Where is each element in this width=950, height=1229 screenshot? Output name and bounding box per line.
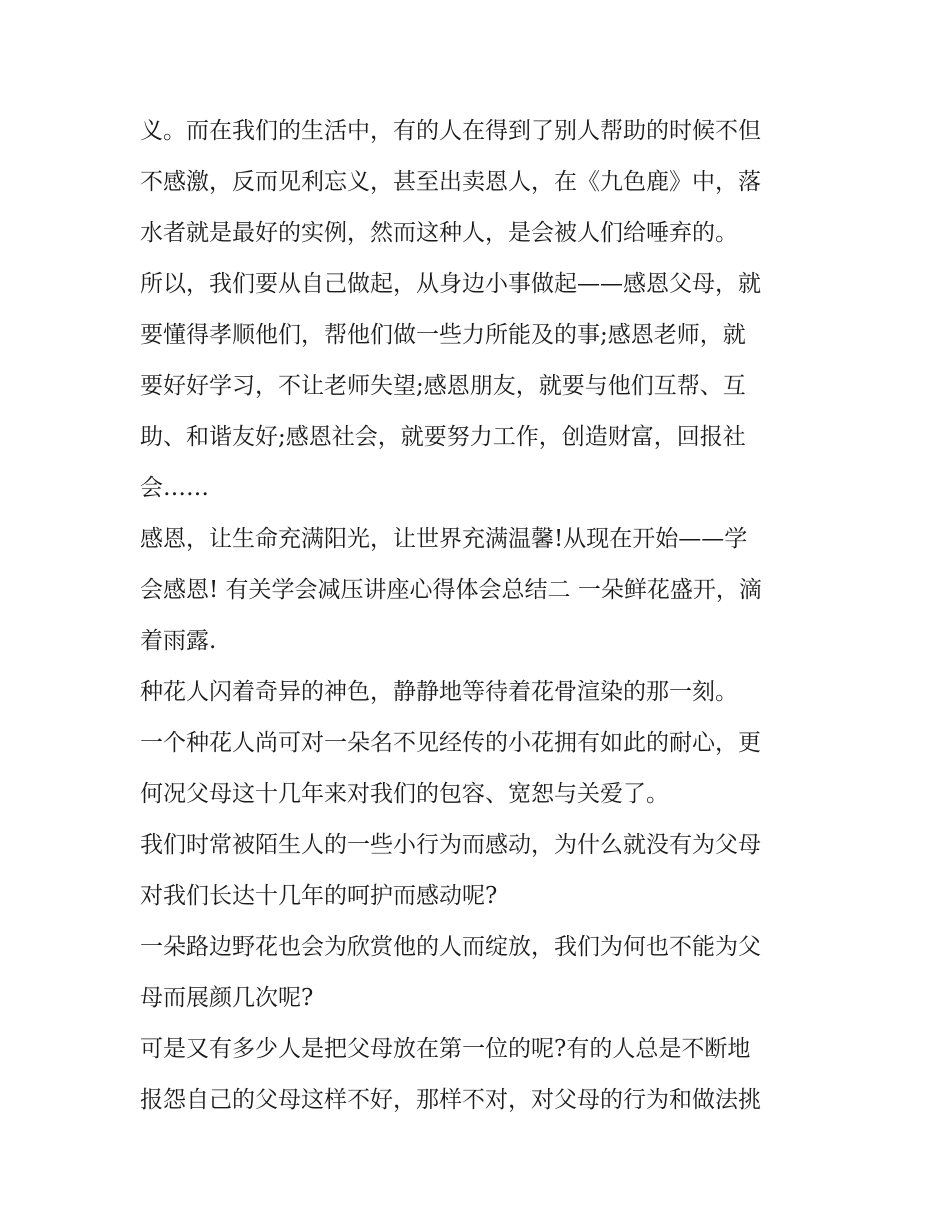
text-line: 感恩，让生命充满阳光，让世界充满温馨!从现在开始——学 xyxy=(140,526,748,552)
body-text xyxy=(140,106,820,1126)
text-line: 母而展颜几次呢? xyxy=(140,985,314,1011)
text-line: 一个种花人尚可对一朵名不见经传的小花拥有如此的耐心，更 xyxy=(140,730,761,756)
text-line: 何况父母这十几年来对我们的包容、宽恕与关爱了。 xyxy=(140,781,669,807)
text-line: 要好好学习，不让老师失望;感恩朋友，就要与他们互帮、互 xyxy=(140,373,746,399)
text-line: 要懂得孝顺他们，帮他们做一些力所能及的事;感恩老师，就 xyxy=(140,322,746,348)
text-line: 一朵路边野花也会为欣赏他的人而绽放，我们为何也不能为父 xyxy=(140,934,761,960)
text-line: 对我们长达十几年的呵护而感动呢? xyxy=(140,883,498,909)
text-line: 助、和谐友好;感恩社会，就要努力工作，创造财富，回报社 xyxy=(140,424,746,450)
text-line: 会…… xyxy=(140,475,209,501)
text-line: 种花人闪着奇异的神色，静静地等待着花骨渲染的那一刻。 xyxy=(140,679,738,705)
text-line: 义。而在我们的生活中，有的人在得到了别人帮助的时候不但 xyxy=(140,118,761,144)
text-line: 报怨自己的父母这样不好，那样不对，对父母的行为和做法挑 xyxy=(140,1087,761,1113)
text-line: 所以，我们要从自己做起，从身边小事做起——感恩父母，就 xyxy=(140,271,761,297)
text-line: 着雨露. xyxy=(140,628,217,654)
text-line: 可是又有多少人是把父母放在第一位的呢?有的人总是不断地 xyxy=(140,1036,751,1062)
text-line: 我们时常被陌生人的一些小行为而感动，为什么就没有为父母 xyxy=(140,832,761,858)
text-line: 会感恩! 有关学会减压讲座心得体会总结二 一朵鲜花盛开，滴 xyxy=(140,577,762,603)
text-line: 不感激，反而见利忘义，甚至出卖恩人，在《九色鹿》中，落 xyxy=(140,169,761,195)
text-line: 水者就是最好的实例，然而这种人，是会被人们给唾弃的。 xyxy=(140,220,738,246)
